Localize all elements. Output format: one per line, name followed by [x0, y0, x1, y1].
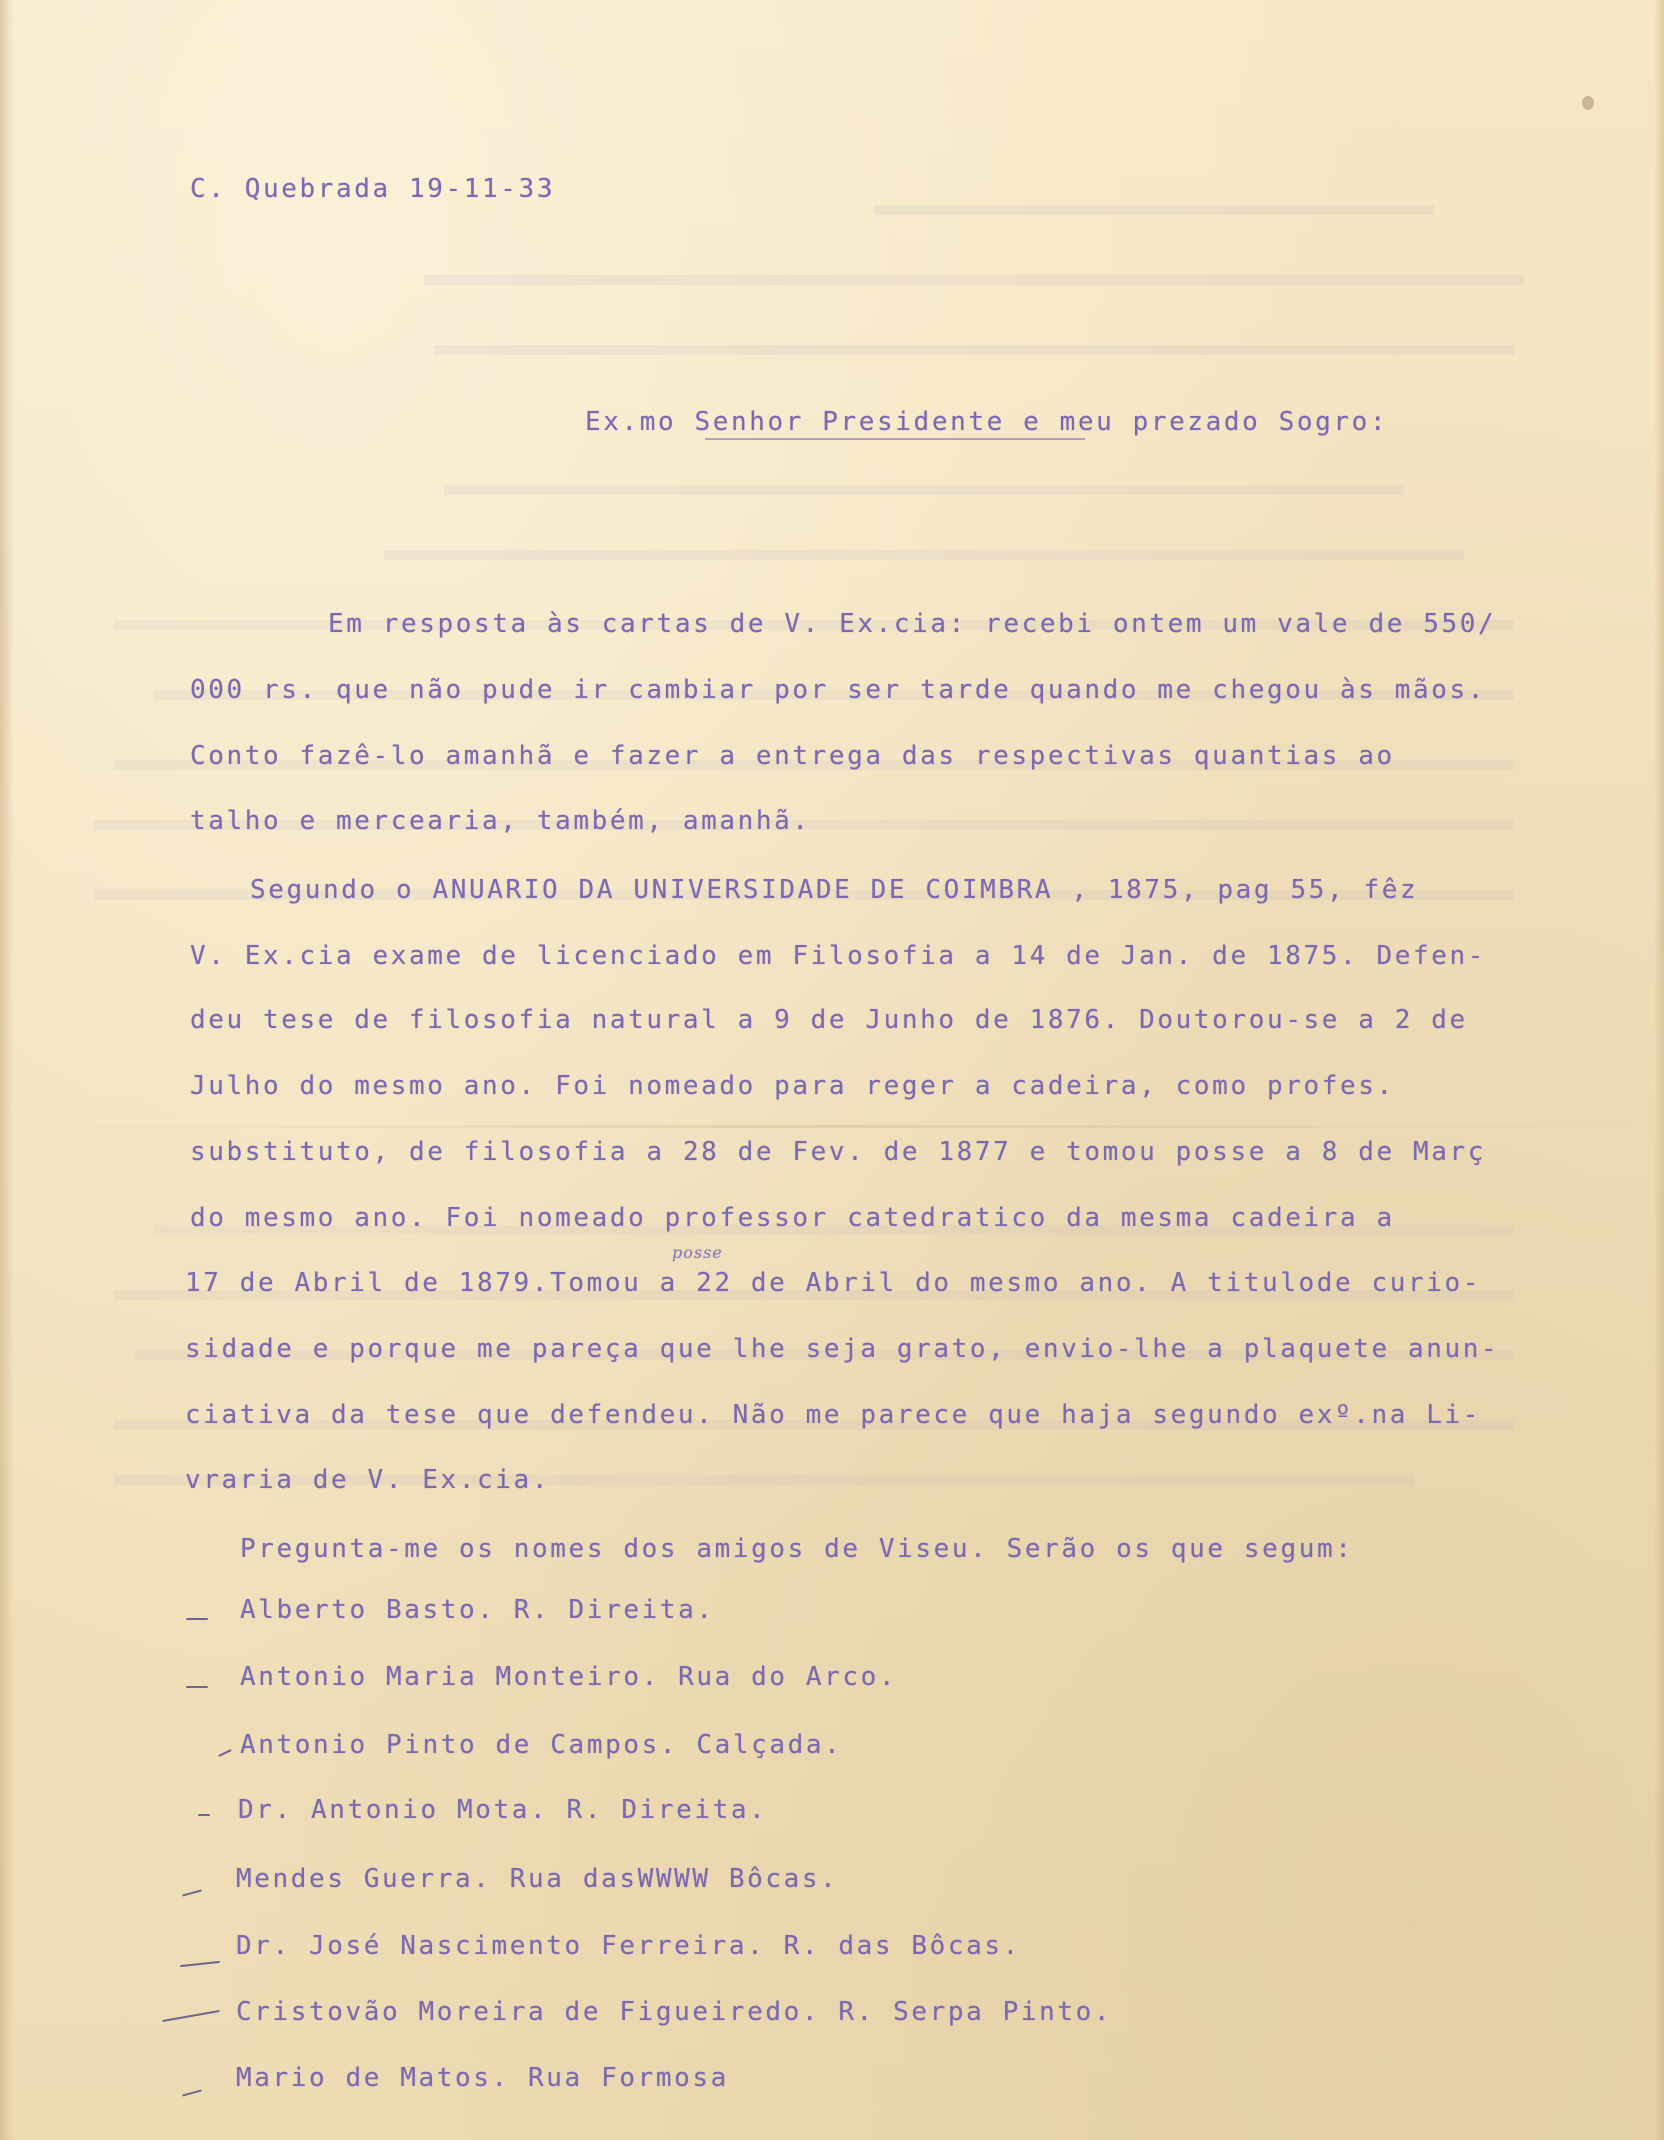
handwritten-insert: posse	[672, 1243, 723, 1262]
paper-fold	[0, 1125, 1664, 1128]
pencil-mark	[186, 1618, 208, 1620]
paragraph-1-line: Conto fazê-lo amanhã e fazer a entrega das respectivas quantias ao	[190, 741, 1395, 771]
paragraph-1-line: Em resposta às cartas de V. Ex.cia: recebi ontem um vale de 550/	[328, 609, 1497, 639]
paragraph-2-line: Julho do mesmo ano. Foi nomeado para reger a cadeira, como profes.	[190, 1071, 1395, 1101]
pencil-mark	[186, 1686, 208, 1688]
salutation-underline	[705, 438, 1085, 440]
friend-list-item: Antonio Maria Monteiro. Rua do Arco.	[240, 1662, 898, 1692]
paragraph-2-line: Segundo o ANUARIO DA UNIVERSIDADE DE COIMBRA , 1875, pag 55, fêz	[250, 875, 1419, 905]
paragraph-2-line: vraria de V. Ex.cia.	[185, 1465, 551, 1495]
friend-list-item: Dr. José Nascimento Ferreira. R. das Bôcas.	[236, 1931, 1021, 1961]
friend-list-item: Alberto Basto. R. Direita.	[240, 1595, 715, 1625]
friend-list-item: Antonio Pinto de Campos. Calçada.	[240, 1730, 843, 1760]
paragraph-2-line: V. Ex.cia exame de licenciado em Filosofia a 14 de Jan. de 1875. Defen-	[190, 941, 1486, 971]
pencil-mark	[182, 1889, 202, 1896]
friend-list-item: Mario de Matos. Rua Formosa	[236, 2063, 729, 2093]
paragraph-2-line: 17 de Abril de 1879.Tomou a 22 de Abril do mesmo ano. A titulode curio-	[185, 1268, 1481, 1298]
paragraph-2-line: substituto, de filosofia a 28 de Fev. de 1877 e tomou posse a 8 de Març	[190, 1137, 1486, 1167]
pencil-mark	[180, 1961, 220, 1967]
paragraph-2-line: ciativa da tese que defendeu. Não me parece que haja segundo exº.na Li-	[185, 1400, 1481, 1430]
friend-list-item: Dr. Antonio Mota. R. Direita.	[238, 1795, 768, 1825]
friend-list-item: Mendes Guerra. Rua dasWWWW Bôcas.	[236, 1864, 839, 1894]
paragraph-1-line: 000 rs. que não pude ir cambiar por ser tarde quando me chegou às mãos.	[190, 675, 1486, 705]
friend-list-item: Cristovão Moreira de Figueiredo. R. Serpa Pinto.	[236, 1997, 1113, 2027]
paper-edge-left	[0, 0, 14, 2140]
pencil-mark	[198, 1814, 210, 1816]
ink-stain	[1582, 96, 1594, 110]
paragraph-2-line: deu tese de filosofia natural a 9 de Junho de 1876. Doutorou-se a 2 de	[190, 1005, 1468, 1035]
pencil-mark	[182, 2089, 202, 2096]
place-date: C. Quebrada 19-11-33	[190, 174, 556, 204]
paper-edge-right	[1654, 0, 1664, 2140]
pencil-mark	[162, 2010, 219, 2022]
list-intro: Pregunta-me os nomes dos amigos de Viseu. Serão os que segum:	[240, 1534, 1354, 1564]
pencil-mark	[218, 1749, 232, 1757]
salutation: Ex.mo Senhor Presidente e meu prezado Sogro:	[585, 407, 1389, 437]
paragraph-2-line: do mesmo ano. Foi nomeado professor catedratico da mesma cadeira a	[190, 1203, 1395, 1233]
paragraph-1-line: talho e mercearia, também, amanhã.	[190, 806, 811, 836]
paragraph-2-line: sidade e porque me pareça que lhe seja grato, envio-lhe a plaquete anun-	[185, 1334, 1500, 1364]
